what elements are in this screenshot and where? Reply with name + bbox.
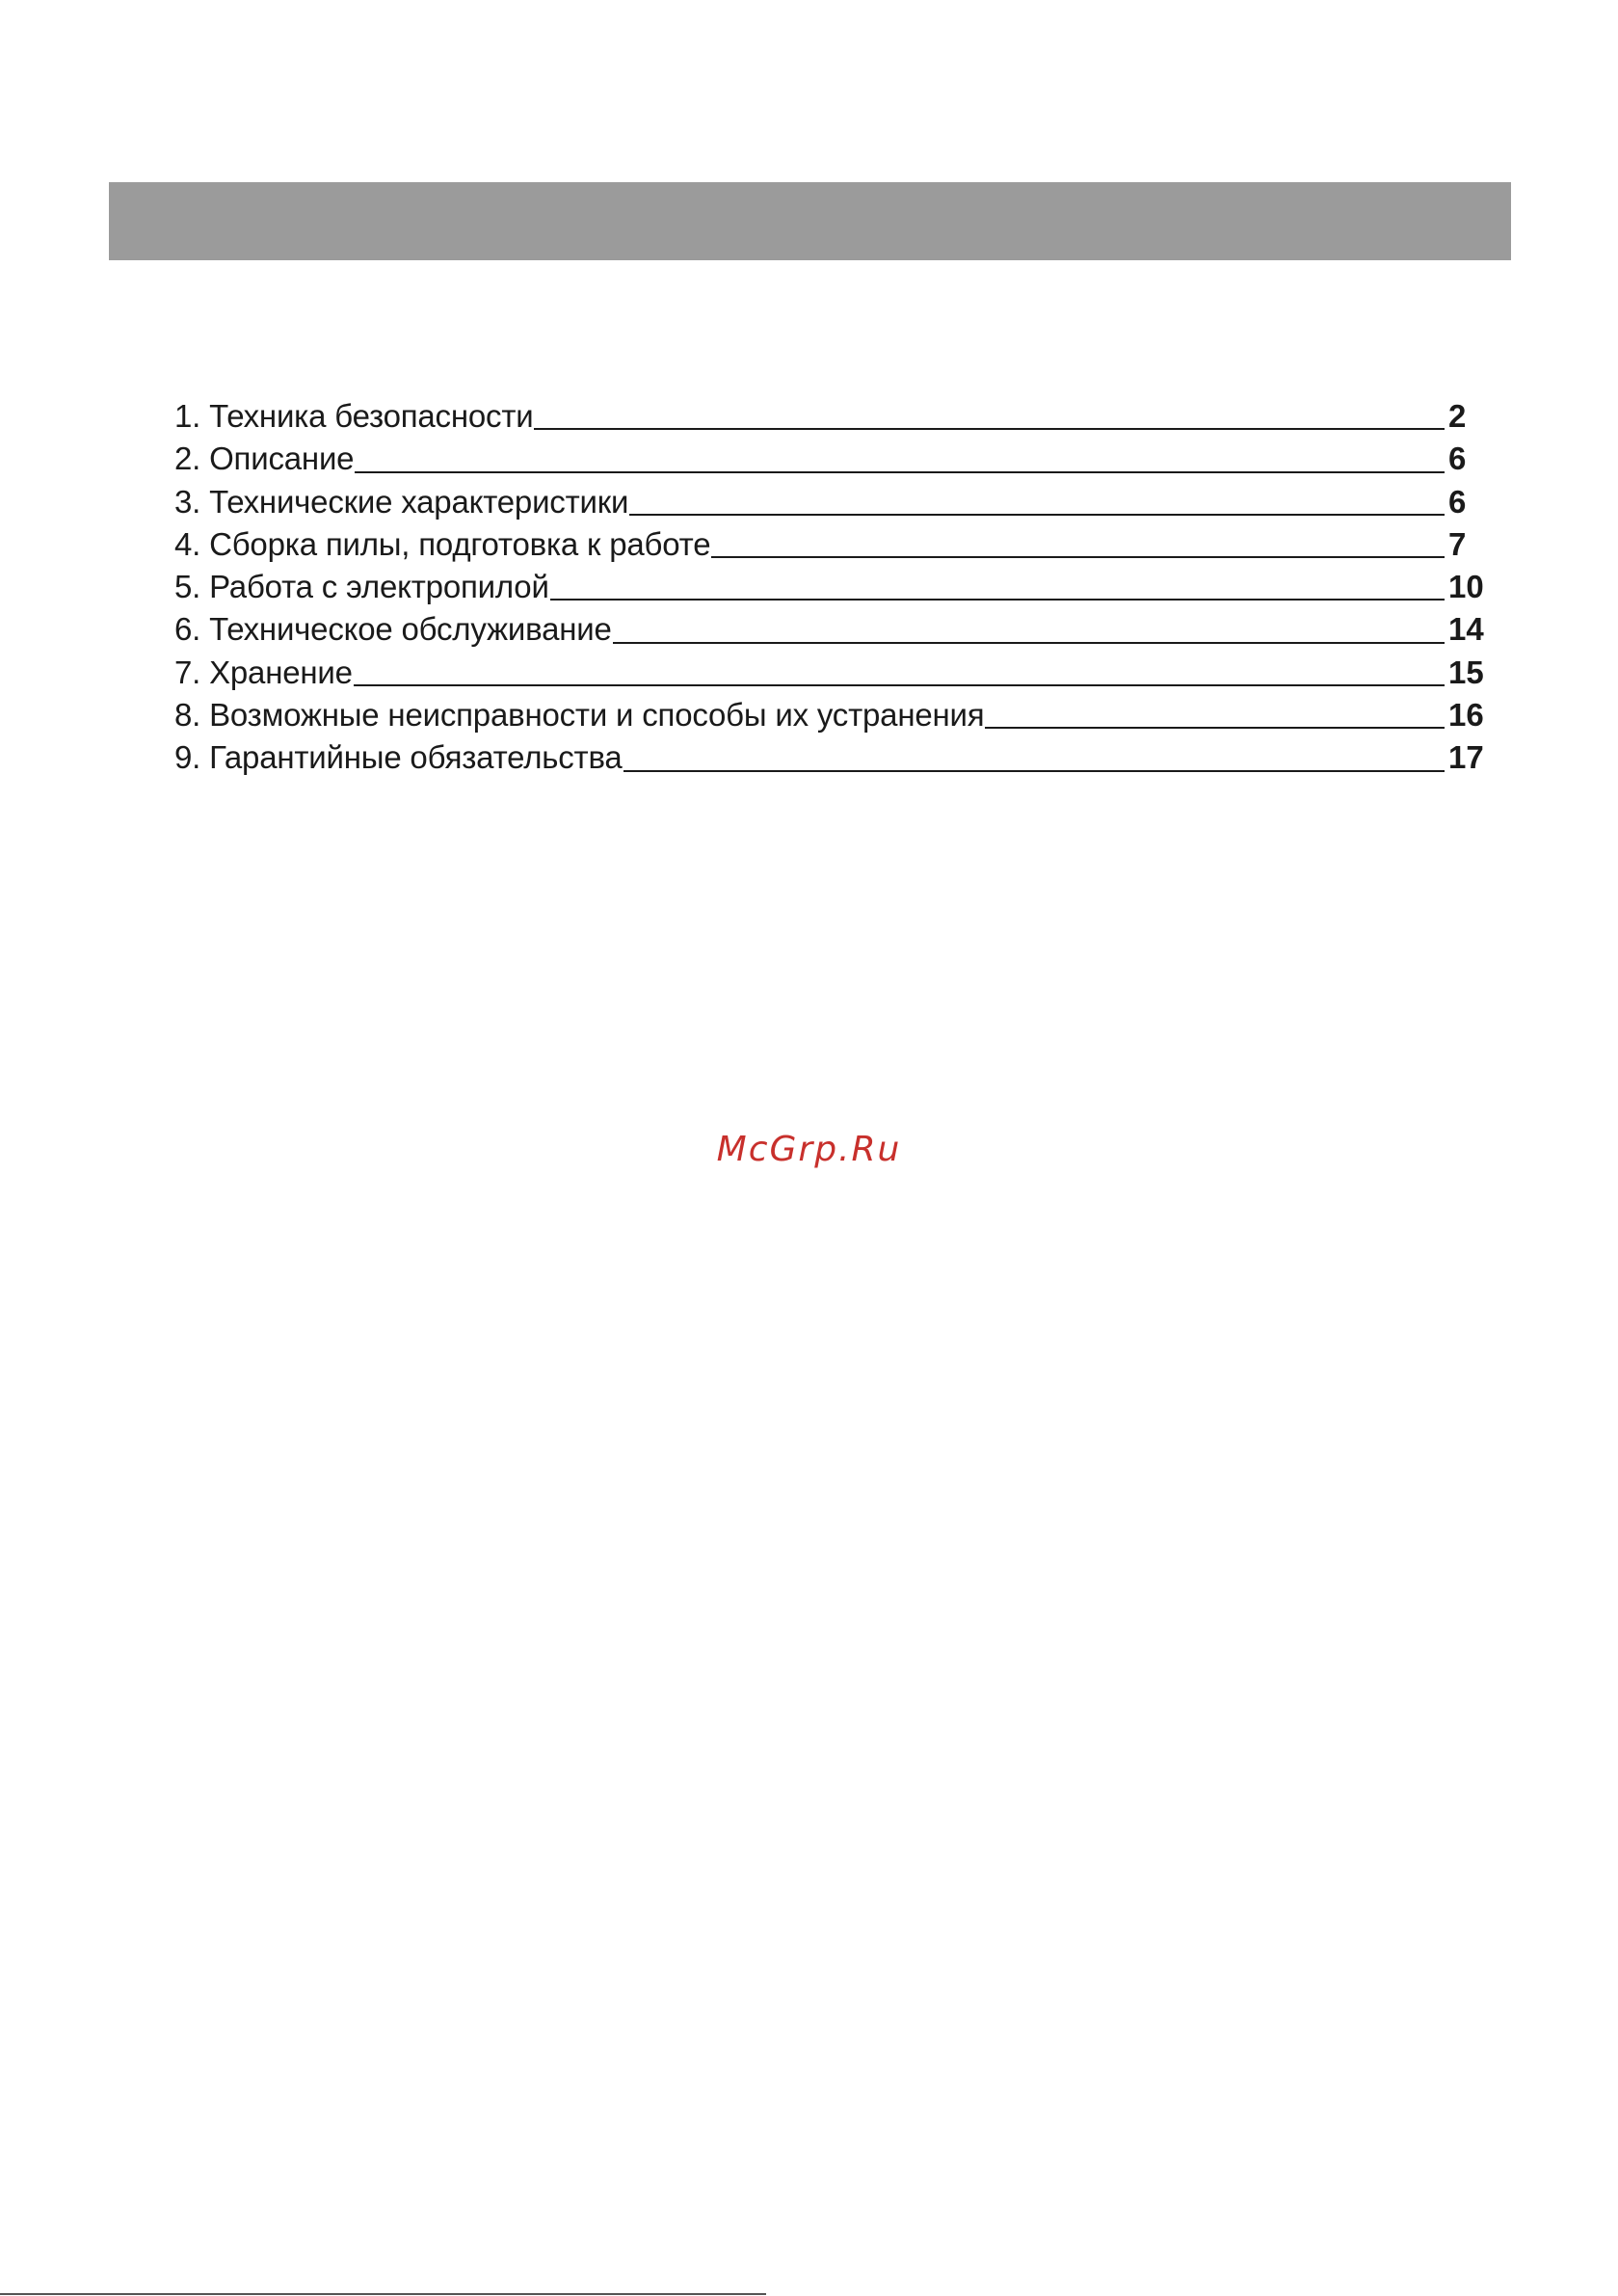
toc-item-page: 14 bbox=[1448, 611, 1484, 648]
toc-item[interactable] bbox=[174, 395, 1487, 438]
toc-leader-line bbox=[550, 599, 1445, 601]
toc-item-title: 5. Работа с электропилой bbox=[174, 569, 549, 605]
toc-item-title: 1. Техника безопасности bbox=[174, 398, 534, 434]
toc-item-page: 17 bbox=[1448, 739, 1484, 776]
toc-leader-line bbox=[613, 642, 1445, 644]
toc-item-page: 15 bbox=[1448, 654, 1484, 690]
footer-divider bbox=[0, 2293, 766, 2295]
toc-item-page: 7 bbox=[1448, 525, 1467, 562]
toc-leader-line bbox=[629, 514, 1445, 516]
toc-item[interactable] bbox=[174, 566, 1487, 608]
table-of-contents bbox=[174, 395, 1487, 780]
toc-item-title: 2. Описание bbox=[174, 441, 355, 477]
toc-item[interactable] bbox=[174, 481, 1487, 523]
toc-leader-line bbox=[985, 727, 1445, 729]
toc-item-page: 2 bbox=[1448, 398, 1467, 434]
toc-leader-line bbox=[355, 471, 1445, 473]
toc-leader-line bbox=[711, 556, 1445, 558]
toc-item-page: 10 bbox=[1448, 569, 1484, 605]
toc-item-title: 8. Возможные неисправности и способы их устранения bbox=[174, 697, 985, 734]
toc-item-title: 6. Техническое обслуживание bbox=[174, 611, 612, 648]
toc-item[interactable] bbox=[174, 438, 1487, 480]
toc-item[interactable] bbox=[174, 694, 1487, 736]
toc-item[interactable] bbox=[174, 652, 1487, 694]
toc-item-title: 7. Хранение bbox=[174, 654, 353, 690]
toc-item[interactable] bbox=[174, 736, 1487, 779]
header-band bbox=[109, 182, 1511, 260]
watermark-text: McGrp.Ru bbox=[716, 1130, 902, 1169]
toc-item-title: 4. Сборка пилы, подготовка к работе bbox=[174, 525, 711, 562]
toc-leader-line bbox=[534, 428, 1445, 430]
toc-item-title: 9. Гарантийные обязательства bbox=[174, 739, 623, 776]
toc-leader-line bbox=[623, 770, 1445, 772]
toc-item[interactable] bbox=[174, 608, 1487, 651]
toc-item-page: 6 bbox=[1448, 483, 1467, 520]
toc-item-page: 16 bbox=[1448, 697, 1484, 734]
toc-item-title: 3. Технические характеристики bbox=[174, 483, 629, 520]
toc-item[interactable] bbox=[174, 523, 1487, 566]
toc-leader-line bbox=[354, 684, 1445, 686]
toc-item-page: 6 bbox=[1448, 441, 1467, 477]
